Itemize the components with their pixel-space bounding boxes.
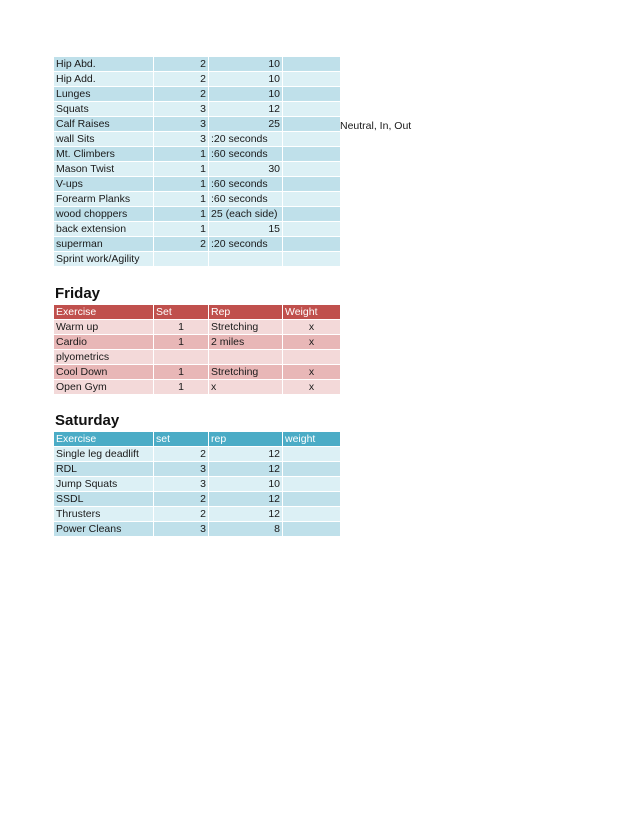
table-row (54, 147, 341, 162)
table-row (54, 320, 341, 335)
cell-exercise: plyometrics (54, 350, 154, 365)
saturday-table (53, 431, 341, 537)
cell-exercise: Cardio (54, 335, 154, 350)
cell-weight: x (283, 365, 341, 380)
cell-set: 3 (154, 462, 209, 477)
cell-exercise: Mt. Climbers (54, 147, 154, 162)
cell-exercise: Forearm Planks (54, 192, 154, 207)
cell-rep: :60 seconds (209, 177, 283, 192)
cell-set: 2 (154, 87, 209, 102)
table-row (54, 350, 341, 365)
cell-exercise: wood choppers (54, 207, 154, 222)
header-exercise: Exercise (54, 305, 154, 320)
cell-set: 1 (154, 207, 209, 222)
table-row (54, 522, 341, 537)
cell-weight (283, 492, 341, 507)
cell-set: 1 (154, 162, 209, 177)
cell-rep: 10 (209, 72, 283, 87)
cell-weight (283, 117, 341, 132)
cell-weight (283, 237, 341, 252)
cell-weight (283, 477, 341, 492)
cell-exercise: superman (54, 237, 154, 252)
cell-rep (209, 252, 283, 267)
cell-set: 3 (154, 522, 209, 537)
cell-exercise: Open Gym (54, 380, 154, 395)
table-row (54, 132, 341, 147)
cell-rep: 25 (each side) (209, 207, 283, 222)
table-row (54, 177, 341, 192)
cell-weight (283, 222, 341, 237)
friday-table (53, 304, 341, 395)
cell-rep: Stretching (209, 320, 283, 335)
cell-set: 2 (154, 72, 209, 87)
cell-weight (283, 522, 341, 537)
saturday-heading: Saturday (55, 412, 120, 429)
exercise-table-continued (53, 56, 341, 267)
cell-rep: 8 (209, 522, 283, 537)
saturday-header-row (54, 432, 341, 447)
table-row (54, 462, 341, 477)
cell-exercise: Jump Squats (54, 477, 154, 492)
cell-exercise: Thrusters (54, 507, 154, 522)
header-weight: weight (283, 432, 341, 447)
cell-rep: 10 (209, 477, 283, 492)
cell-set: 1 (154, 320, 209, 335)
cell-rep: Stretching (209, 365, 283, 380)
cell-rep: 25 (209, 117, 283, 132)
table-row (54, 117, 341, 132)
table-row (54, 162, 341, 177)
cell-set: 1 (154, 380, 209, 395)
cell-weight: x (283, 380, 341, 395)
table-row (54, 507, 341, 522)
friday-heading: Friday (55, 285, 101, 302)
cell-weight (283, 102, 341, 117)
cell-set: 3 (154, 477, 209, 492)
table-row (54, 192, 341, 207)
cell-set: 1 (154, 222, 209, 237)
cell-exercise: Calf Raises (54, 117, 154, 132)
cell-set (154, 350, 209, 365)
cell-exercise: Warm up (54, 320, 154, 335)
table-row (54, 207, 341, 222)
header-rep: rep (209, 432, 283, 447)
cell-weight (283, 252, 341, 267)
cell-set: 1 (154, 177, 209, 192)
cell-rep (209, 350, 283, 365)
cell-weight (283, 462, 341, 477)
cell-rep: :20 seconds (209, 237, 283, 252)
cell-rep: 12 (209, 447, 283, 462)
cell-rep: :20 seconds (209, 132, 283, 147)
table-row (54, 57, 341, 72)
header-exercise: Exercise (54, 432, 154, 447)
table-row (54, 102, 341, 117)
cell-set: 3 (154, 132, 209, 147)
cell-weight (283, 87, 341, 102)
cell-exercise: Squats (54, 102, 154, 117)
cell-rep: :60 seconds (209, 147, 283, 162)
cell-exercise: Hip Abd. (54, 57, 154, 72)
cell-set: 1 (154, 365, 209, 380)
calf-raises-note: Neutral, In, Out (340, 120, 412, 132)
cell-rep: 12 (209, 507, 283, 522)
cell-rep: 12 (209, 492, 283, 507)
cell-rep: 10 (209, 87, 283, 102)
table-row (54, 477, 341, 492)
cell-weight (283, 57, 341, 72)
cell-exercise: V-ups (54, 177, 154, 192)
cell-weight (283, 207, 341, 222)
cell-weight (283, 447, 341, 462)
cell-set: 2 (154, 237, 209, 252)
cell-rep: 30 (209, 162, 283, 177)
header-set: Set (154, 305, 209, 320)
cell-weight (283, 350, 341, 365)
cell-set: 2 (154, 57, 209, 72)
cell-exercise: Single leg deadlift (54, 447, 154, 462)
cell-set: 1 (154, 192, 209, 207)
table-row (54, 447, 341, 462)
cell-exercise: Sprint work/Agility (54, 252, 154, 267)
cell-set: 1 (154, 147, 209, 162)
table-row (54, 252, 341, 267)
cell-rep: 12 (209, 102, 283, 117)
cell-rep: 15 (209, 222, 283, 237)
table-row (54, 380, 341, 395)
cell-exercise: Mason Twist (54, 162, 154, 177)
header-set: set (154, 432, 209, 447)
table-row (54, 335, 341, 350)
table-row (54, 492, 341, 507)
cell-exercise: Hip Add. (54, 72, 154, 87)
cell-set (154, 252, 209, 267)
cell-rep: x (209, 380, 283, 395)
cell-weight (283, 507, 341, 522)
cell-weight (283, 72, 341, 87)
cell-exercise: SSDL (54, 492, 154, 507)
cell-weight: x (283, 320, 341, 335)
table-row (54, 87, 341, 102)
cell-set: 2 (154, 507, 209, 522)
cell-weight (283, 132, 341, 147)
header-rep: Rep (209, 305, 283, 320)
cell-rep: 10 (209, 57, 283, 72)
cell-set: 1 (154, 335, 209, 350)
table-row (54, 72, 341, 87)
cell-exercise: Lunges (54, 87, 154, 102)
cell-weight: x (283, 335, 341, 350)
cell-rep: :60 seconds (209, 192, 283, 207)
cell-exercise: Power Cleans (54, 522, 154, 537)
table-row (54, 222, 341, 237)
cell-rep: 12 (209, 462, 283, 477)
cell-weight (283, 177, 341, 192)
friday-header-row (54, 305, 341, 320)
cell-set: 2 (154, 492, 209, 507)
cell-weight (283, 147, 341, 162)
table-row (54, 237, 341, 252)
cell-exercise: Cool Down (54, 365, 154, 380)
cell-rep: 2 miles (209, 335, 283, 350)
table-row (54, 365, 341, 380)
cell-weight (283, 162, 341, 177)
cell-set: 2 (154, 447, 209, 462)
cell-exercise: wall Sits (54, 132, 154, 147)
cell-exercise: back extension (54, 222, 154, 237)
cell-exercise: RDL (54, 462, 154, 477)
cell-weight (283, 192, 341, 207)
header-weight: Weight (283, 305, 341, 320)
cell-set: 3 (154, 102, 209, 117)
cell-set: 3 (154, 117, 209, 132)
